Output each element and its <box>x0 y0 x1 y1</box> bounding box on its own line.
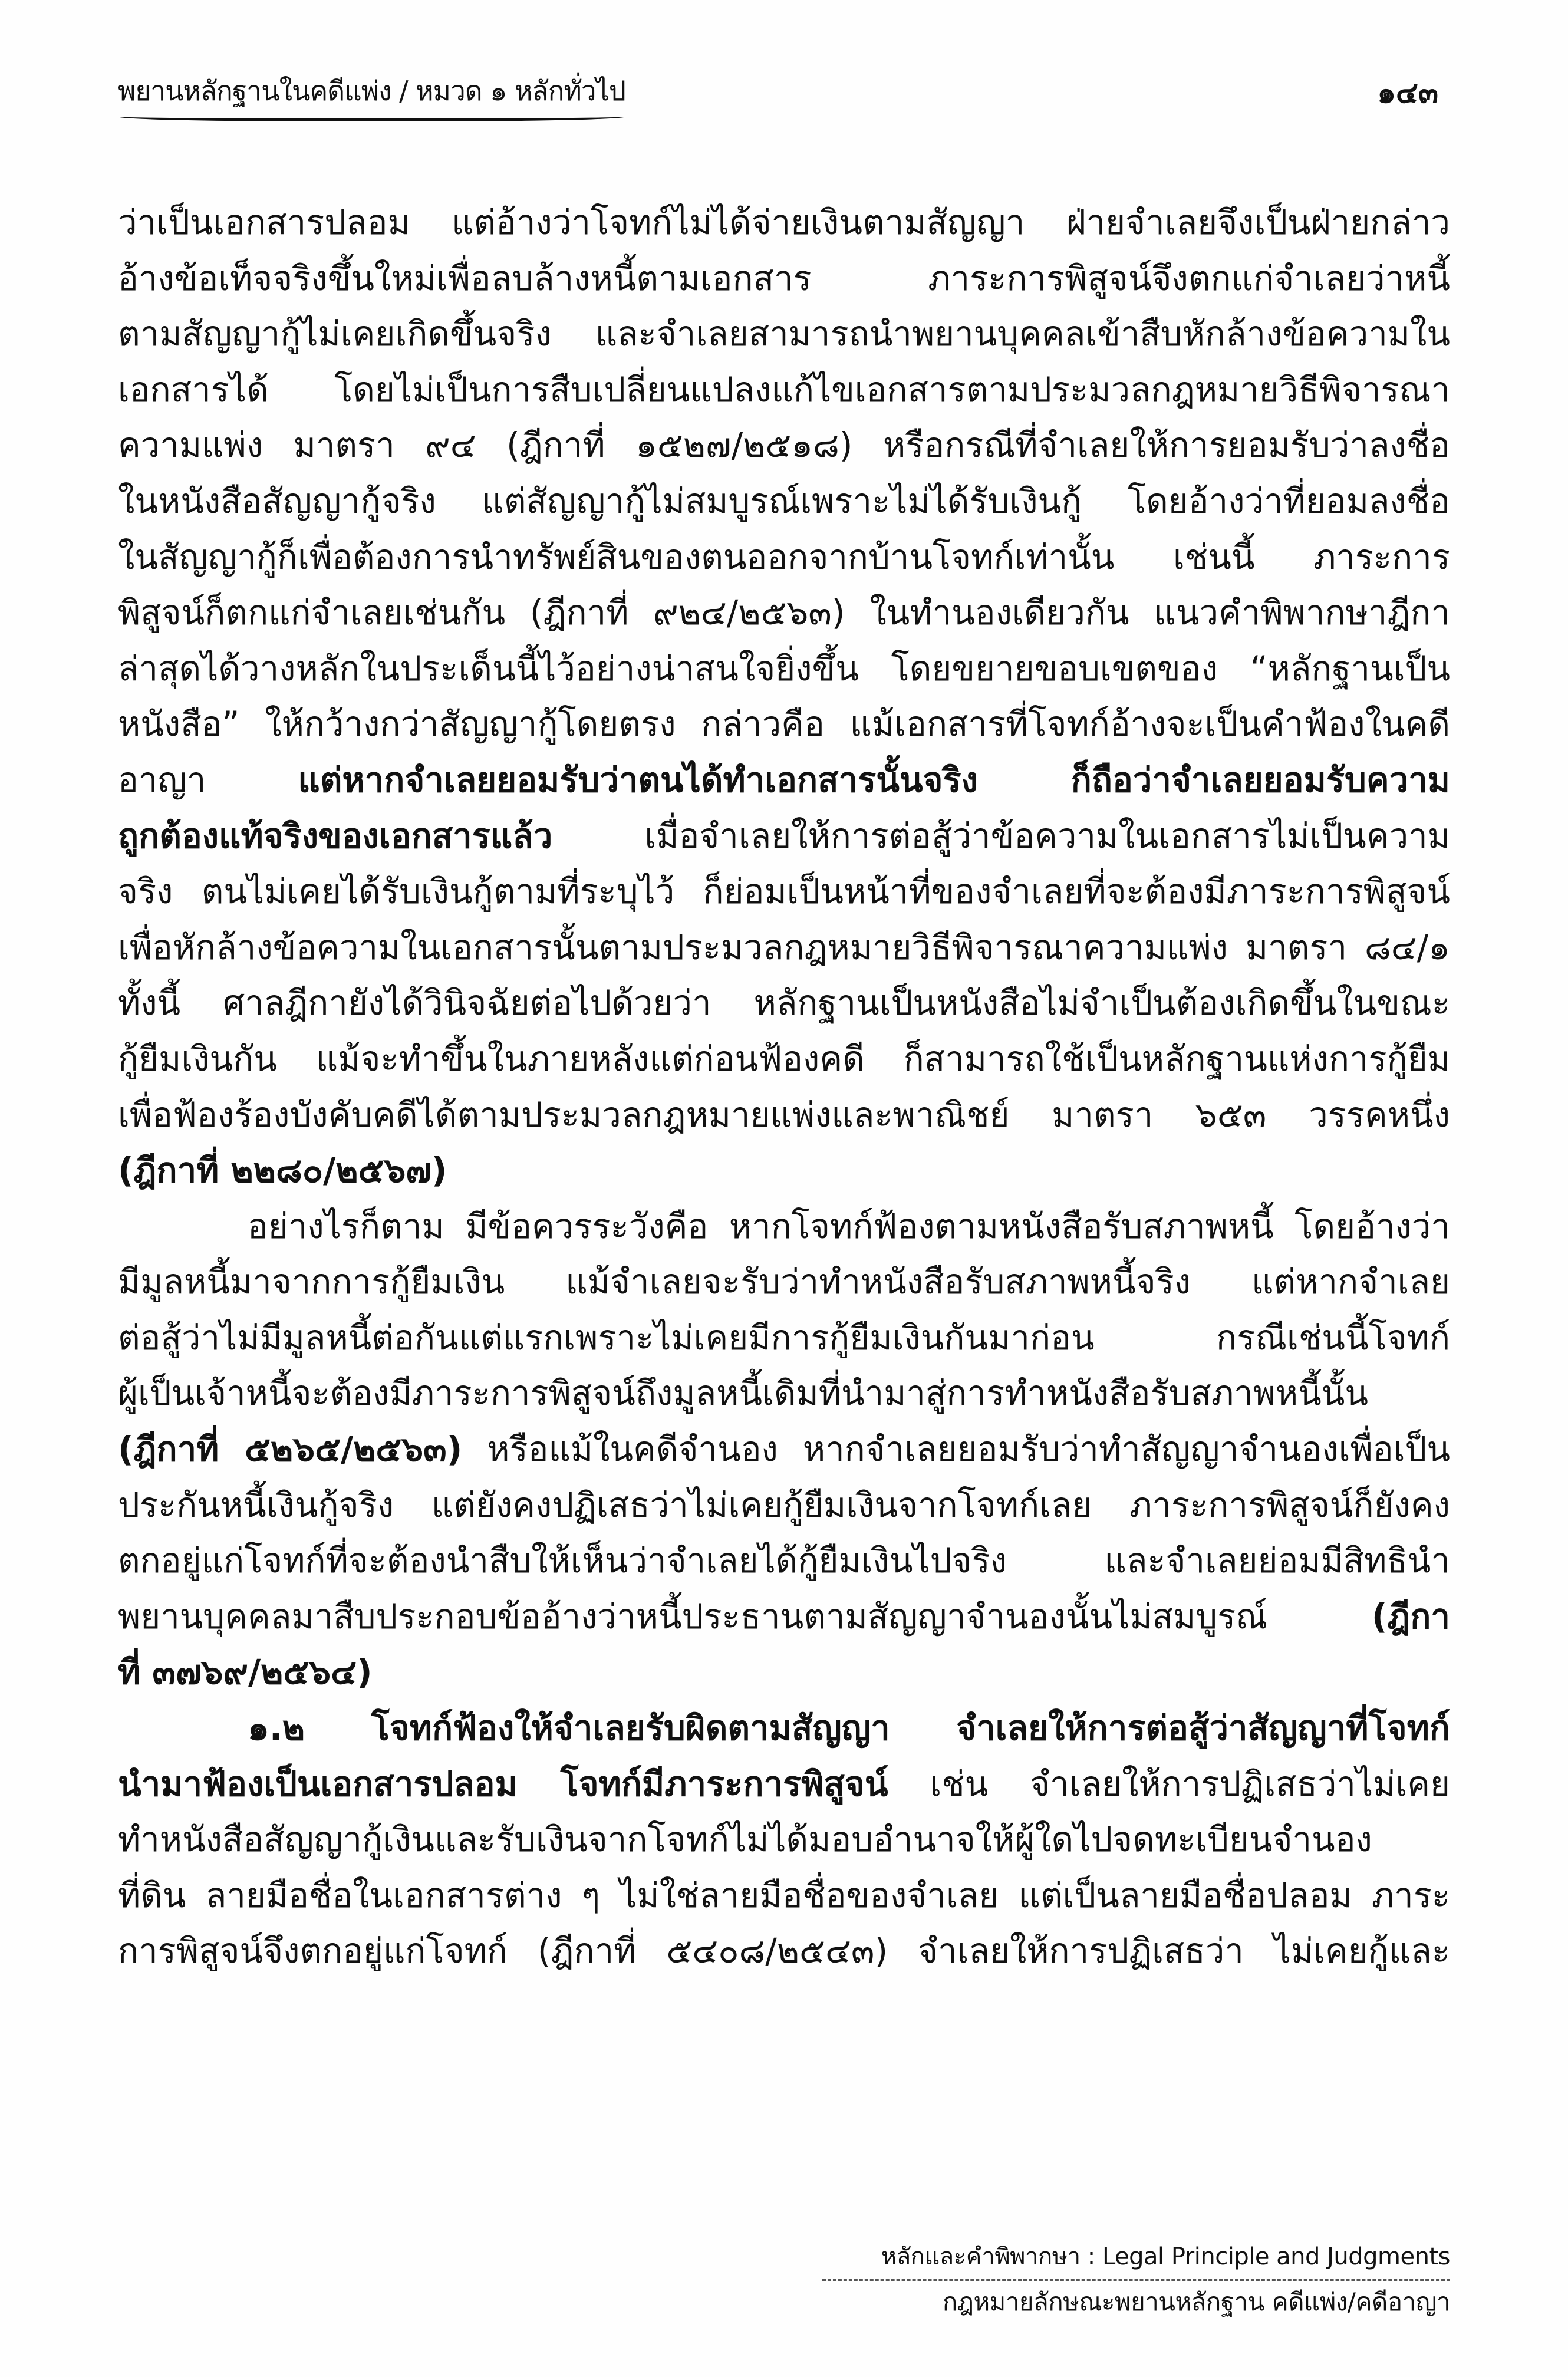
text-line <box>118 585 1450 641</box>
text-line <box>118 920 1450 976</box>
text-line <box>118 306 1450 362</box>
bold-text-run: ๑.๒ โจทก์ฟ้องให้จำเลยรับผิดตามสัญญา จำเลยให้การต่อสู้ว่าสัญญาที่โจทก์ <box>248 1708 1450 1749</box>
text-run: ที่ดิน ลายมือชื่อในเอกสารต่าง ๆ ไม่ใช่ลายมือชื่อของจำเลย แต่เป็นลายมือชื่อปลอม ภาระ <box>118 1875 1450 1915</box>
text-run: พยานบุคคลมาสืบประกอบข้ออ้างว่าหนี้ประธานตามสัญญาจำนองนั้นไม่สมบูรณ์ <box>118 1596 1372 1637</box>
text-run: อาญา <box>118 759 298 800</box>
text-line <box>118 1868 1450 1924</box>
text-line <box>118 1087 1450 1143</box>
text-run: ตกอยู่แก่โจทก์ที่จะต้องนำสืบให้เห็นว่าจำเลยได้กู้ยืมเงินไปจริง และจำเลยย่อมมีสิทธินำ <box>118 1540 1450 1581</box>
text-line <box>118 808 1450 864</box>
text-line <box>118 696 1450 752</box>
text-line <box>118 417 1450 473</box>
text-line <box>118 1923 1450 1979</box>
text-run: พิสูจน์ก็ตกแก่จำเลยเช่นกัน (ฎีกาที่ ๙๒๔/๒๕๖๓) ในทำนองเดียวกัน แนวคำพิพากษาฎีกา <box>118 592 1450 633</box>
text-line <box>118 975 1450 1031</box>
page-number: ๑๔๓ <box>1377 75 1438 110</box>
text-line <box>118 473 1450 529</box>
text-line <box>118 752 1450 808</box>
bold-text-run: (ฎีกาที่ ๒๒๘๐/๒๕๖๗) <box>118 1150 447 1191</box>
text-line <box>118 195 1450 251</box>
running-title: พยานหลักฐานในคดีแพ่ง / หมวด ๑ หลักทั่วไป <box>118 70 625 121</box>
text-line <box>118 251 1450 307</box>
text-line <box>118 1310 1450 1366</box>
bold-text-run: ถูกต้องแท้จริงของเอกสารแล้ว <box>118 815 553 856</box>
text-line <box>118 1644 1450 1700</box>
text-run: เอกสารได้ โดยไม่เป็นการสืบเปลี่ยนแปลงแก้ไขเอกสารตามประมวลกฎหมายวิธีพิจารณา <box>118 369 1450 410</box>
bold-text-run: (ฎีกาที่ ๕๒๖๕/๒๕๖๓) <box>118 1429 463 1470</box>
text-run: เช่น จำเลยให้การปฏิเสธว่าไม่เคย <box>888 1763 1450 1804</box>
text-line <box>118 1477 1450 1533</box>
text-run: หนังสือ” ให้กว้างกว่าสัญญากู้โดยตรง กล่าวคือ แม้เอกสารที่โจทก์อ้างจะเป็นคำฟ้องในคดี <box>118 704 1450 745</box>
text-run: ว่าเป็นเอกสารปลอม แต่อ้างว่าโจทก์ไม่ได้จ่ายเงินตามสัญญา ฝ่ายจำเลยจึงเป็นฝ่ายกล่าว <box>118 202 1450 242</box>
text-line <box>118 864 1450 920</box>
text-run: หรือแม้ในคดีจำนอง หากจำเลยยอมรับว่าทำสัญญาจำนองเพื่อเป็น <box>462 1429 1450 1470</box>
text-line <box>118 1533 1450 1589</box>
body-text <box>118 195 1450 1979</box>
text-line <box>118 529 1450 585</box>
text-line <box>118 1199 1450 1255</box>
text-line <box>118 641 1450 697</box>
text-run: มีมูลหนี้มาจากการกู้ยืมเงิน แม้จำเลยจะรับว่าทำหนังสือรับสภาพหนี้จริง แต่หากจำเลย <box>118 1262 1450 1302</box>
text-run: การพิสูจน์จึงตกอยู่แก่โจทก์ (ฎีกาที่ ๕๔๐๘/๒๕๔๓) จำเลยให้การปฏิเสธว่า ไม่เคยกู้และ <box>118 1931 1450 1971</box>
text-run: เมื่อจำเลยให้การต่อสู้ว่าข้อความในเอกสารไม่เป็นความ <box>552 815 1450 856</box>
text-line <box>118 1812 1450 1868</box>
bold-text-run: แต่หากจำเลยยอมรับว่าตนได้ทำเอกสารนั้นจริง ก็ถือว่าจำเลยยอมรับความ <box>298 759 1450 800</box>
footer-series-line: หลักและคำพิพากษา : Legal Principle and Judgments <box>881 2243 1450 2270</box>
text-run: ในหนังสือสัญญากู้จริง แต่สัญญากู้ไม่สมบูรณ์เพราะไม่ได้รับเงินกู้ โดยอ้างว่าที่ยอมลงชื่อ <box>118 480 1450 521</box>
bold-text-run: นำมาฟ้องเป็นเอกสารปลอม โจทก์มีภาระการพิสูจน์ <box>118 1763 888 1804</box>
bold-text-run: (ฎีกา <box>1371 1596 1450 1637</box>
text-run: ตามสัญญากู้ไม่เคยเกิดขึ้นจริง และจำเลยสามารถนำพยานบุคคลเข้าสืบหักล้างข้อความใน <box>118 314 1450 354</box>
page-footer <box>822 2240 1450 2319</box>
text-line <box>118 1143 1450 1199</box>
text-run: อย่างไรก็ตาม มีข้อควรระวังคือ หากโจทก์ฟ้องตามหนังสือรับสภาพหนี้ โดยอ้างว่า <box>248 1206 1450 1246</box>
text-run: ผู้เป็นเจ้าหนี้จะต้องมีภาระการพิสูจน์ถึงมูลหนี้เดิมที่นำมาสู่การทำหนังสือรับสภาพหนี้นั้น <box>118 1373 1369 1414</box>
running-header <box>118 59 1450 118</box>
text-line <box>118 1589 1450 1645</box>
text-run: อ้างข้อเท็จจริงขึ้นใหม่เพื่อลบล้างหนี้ตามเอกสาร ภาระการพิสูจน์จึงตกแก่จำเลยว่าหนี้ <box>118 258 1450 298</box>
text-line <box>118 1700 1450 1756</box>
text-line <box>118 1421 1450 1477</box>
text-run: เพื่อฟ้องร้องบังคับคดีได้ตามประมวลกฎหมายแพ่งและพาณิชย์ มาตรา ๖๕๓ วรรคหนึ่ง <box>118 1094 1450 1135</box>
text-run: กู้ยืมเงินกัน แม้จะทำขึ้นในภายหลังแต่ก่อนฟ้องคดี ก็สามารถใช้เป็นหลักฐานแห่งการกู้ยืม <box>118 1038 1450 1079</box>
text-line <box>118 362 1450 418</box>
bold-text-run: ที่ ๓๗๖๙/๒๕๖๔) <box>118 1652 373 1693</box>
text-line <box>118 1254 1450 1310</box>
text-run: ต่อสู้ว่าไม่มีมูลหนี้ต่อกันแต่แรกเพราะไม่เคยมีการกู้ยืมเงินกันมาก่อน กรณีเช่นนี้โจทก์ <box>118 1317 1450 1358</box>
text-line <box>118 1031 1450 1087</box>
text-line <box>118 1756 1450 1812</box>
text-run: จริง ตนไม่เคยได้รับเงินกู้ตามที่ระบุไว้ ก็ย่อมเป็นหน้าที่ของจำเลยที่จะต้องมีภาระการพิสูจน์ <box>118 871 1450 912</box>
text-run: ล่าสุดได้วางหลักในประเด็นนี้ไว้อย่างน่าสนใจยิ่งขึ้น โดยขยายขอบเขตของ “หลักฐานเป็น <box>118 648 1450 689</box>
text-run: ประกันหนี้เงินกู้จริง แต่ยังคงปฏิเสธว่าไม่เคยกู้ยืมเงินจากโจทก์เลย ภาระการพิสูจน์ก็ยังคง <box>118 1484 1450 1525</box>
text-line <box>118 1365 1450 1421</box>
text-run: ในสัญญากู้ก็เพื่อต้องการนำทรัพย์สินของตนออกจากบ้านโจทก์เท่านั้น เช่นนี้ ภาระการ <box>118 536 1450 577</box>
text-run: ความแพ่ง มาตรา ๙๔ (ฎีกาที่ ๑๕๒๗/๒๕๑๘) หรือกรณีที่จำเลยให้การยอมรับว่าลงชื่อ <box>118 425 1450 466</box>
text-run: ทั้งนี้ ศาลฎีกายังได้วินิจฉัยต่อไปด้วยว่า หลักฐานเป็นหนังสือไม่จำเป็นต้องเกิดขึ้นในขณะ <box>118 983 1450 1023</box>
footer-divider <box>822 2279 1450 2281</box>
text-run: ทำหนังสือสัญญากู้เงินและรับเงินจากโจทก์ไม่ได้มอบอำนาจให้ผู้ใดไปจดทะเบียนจำนอง <box>118 1819 1372 1860</box>
text-run: เพื่อหักล้างข้อความในเอกสารนั้นตามประมวลกฎหมายวิธีพิจารณาความแพ่ง มาตรา ๘๔/๑ <box>118 927 1450 967</box>
footer-book-title: กฎหมายลักษณะพยานหลักฐาน คดีแพ่ง/คดีอาญา <box>942 2287 1450 2316</box>
